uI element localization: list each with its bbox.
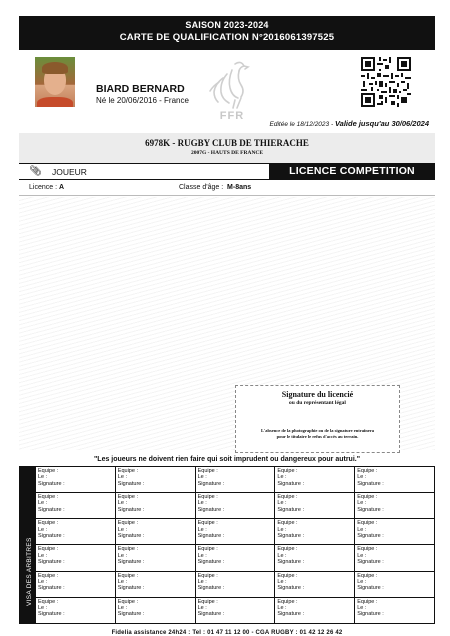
visa-cell [196, 545, 276, 571]
visa-cell-line: Le : [197, 474, 207, 481]
visa-cell-line: Signature : [117, 585, 145, 592]
visa-cell-line: Le : [117, 578, 127, 585]
licence-label: Licence : [29, 184, 58, 191]
card-number-title: CARTE DE QUALIFICATION N°2016061397525 [119, 32, 335, 43]
role-box [19, 163, 269, 180]
visa-cell [275, 572, 355, 598]
visa-cell-line: Equipe : [357, 598, 378, 605]
visa-cell [196, 598, 276, 624]
license-info-row [19, 180, 435, 196]
visa-cell-line: Signature : [357, 611, 384, 618]
qualification-card [19, 16, 435, 636]
visa-cell-line: Le : [38, 605, 48, 612]
visa-cell-line: Le : [197, 578, 207, 585]
visa-cell-line: Le : [277, 526, 287, 533]
visa-cell [116, 545, 196, 571]
visa-cell-line: Equipe : [357, 572, 378, 579]
safety-quote: "Les joueurs ne doivent rien faire qui soit imprudent ou dangereux pour autrui." [93, 456, 361, 463]
visa-cell-line: Equipe : [117, 494, 138, 501]
visa-cell-line: Le : [357, 500, 367, 507]
visa-cell-line: Le : [197, 500, 207, 507]
visa-cell-line: Equipe : [197, 546, 218, 553]
qr-code [361, 57, 411, 107]
visa-cell-line: Equipe : [38, 546, 59, 553]
signature-note [236, 406, 399, 439]
visa-cell [116, 598, 196, 624]
visa-cell-line: Equipe : [277, 520, 298, 527]
club-committee: 2007G - HAUTS DE FRANCE [190, 150, 264, 156]
license-bar [19, 163, 435, 180]
visa-cell-line: Signature : [357, 506, 384, 513]
visa-cell-line: Equipe : [277, 468, 298, 474]
visa-cell-line: Signature : [357, 480, 384, 487]
visa-cell-line: Equipe : [197, 468, 218, 474]
visa-cell-line: Le : [117, 526, 127, 533]
visa-cell-line: Le : [38, 578, 48, 585]
visa-cell-line: Equipe : [38, 572, 59, 579]
visa-cell [116, 493, 196, 519]
paperclip-icon: 📎︎ [29, 166, 42, 177]
visa-label: VISA DES ARBITRES [26, 537, 33, 606]
visa-cell [355, 572, 435, 598]
ffr-logo-text: FFR [219, 110, 245, 122]
visa-cell-line: Le : [38, 500, 48, 507]
visa-cell [36, 467, 116, 493]
visa-cell [116, 572, 196, 598]
visa-cell-line: Equipe : [38, 520, 59, 527]
visa-cell-line: Le : [117, 552, 127, 559]
visa-cell [355, 467, 435, 493]
visa-cell-line: Equipe : [197, 494, 218, 501]
visa-cell-line: Signature : [197, 611, 225, 618]
visa-cell-line: Signature : [38, 480, 65, 487]
visa-cell-line: Le : [197, 526, 207, 533]
club-band [19, 133, 435, 163]
season-title: SAISON 2023-2024 [185, 20, 269, 30]
visa-cell-line: Signature : [38, 532, 65, 539]
visa-cell-line: Le : [357, 474, 367, 481]
player-name: BIARD BERNARD [96, 83, 185, 95]
visa-cell-line: Signature : [197, 532, 225, 539]
visa-cell-line: Equipe : [38, 494, 59, 501]
visa-cell [196, 493, 276, 519]
visa-cell-line: Equipe : [197, 598, 218, 605]
visa-cell-line: Equipe : [357, 520, 378, 527]
visa-cell [355, 545, 435, 571]
signature-box [235, 385, 400, 453]
visa-cell-line: Le : [277, 474, 287, 481]
age-class-label: Classe d'âge : [179, 184, 224, 191]
edition-info [270, 119, 429, 128]
visa-cell-line: Signature : [117, 559, 145, 566]
visa-cell [275, 598, 355, 624]
visa-cell-line: Equipe : [277, 494, 298, 501]
visa-cell-line: Le : [117, 605, 127, 612]
visa-cell-line: Equipe : [117, 546, 138, 553]
visa-cell-line: Le : [38, 526, 48, 533]
licence-value: A [58, 184, 65, 191]
visa-cell-line: Le : [357, 578, 367, 585]
visa-cell [196, 572, 276, 598]
visa-cell-line: Equipe : [117, 520, 138, 527]
visa-cell [36, 598, 116, 624]
visa-cell-line: Le : [357, 526, 367, 533]
ffr-logo [201, 58, 263, 124]
visa-cell [355, 519, 435, 545]
visa-cell-line: Le : [357, 605, 367, 612]
visa-cell-line: Signature : [197, 585, 225, 592]
visa-cell-line: Equipe : [197, 572, 218, 579]
age-class-value: M-8ans [227, 184, 252, 191]
visa-cell [355, 493, 435, 519]
visa-cell-line: Le : [277, 552, 287, 559]
visa-cell-line: Signature : [197, 559, 225, 566]
visa-cell [275, 467, 355, 493]
visa-cell-line: Equipe : [197, 520, 218, 527]
visa-cell [36, 519, 116, 545]
visa-cell [355, 598, 435, 624]
visa-grid [35, 466, 435, 624]
visa-cell-line: Le : [38, 552, 48, 559]
visa-cell-line: Signature : [117, 506, 145, 513]
age-class-field [179, 184, 251, 191]
visa-cell [36, 545, 116, 571]
visa-cell-line: Signature : [357, 559, 384, 566]
visa-cell-line: Signature : [38, 506, 65, 513]
visa-cell-line: Le : [197, 605, 207, 612]
visa-cell-line: Equipe : [117, 598, 138, 605]
visa-cell-line: Le : [357, 552, 367, 559]
visa-cell-line: Signature : [197, 480, 225, 487]
validity-date: Valide jusqu'au 30/06/2024 [334, 119, 429, 128]
visa-cell-line: Le : [277, 578, 287, 585]
visa-cell-line: Signature : [117, 480, 145, 487]
visa-cell-line: Signature : [38, 611, 65, 618]
visa-cell-line: Signature : [277, 480, 304, 487]
visa-cell [275, 519, 355, 545]
visa-cell-line: Equipe : [117, 468, 138, 474]
signature-title: Signature du licencié [281, 390, 354, 399]
visa-cell-line: Equipe : [357, 468, 378, 474]
player-birth: Né le 20/06/2016 - France [96, 96, 189, 105]
visa-cell-line: Signature : [277, 559, 304, 566]
visa-cell-line: Signature : [117, 532, 145, 539]
visa-cell [275, 545, 355, 571]
visa-cell-line: Le : [117, 474, 127, 481]
visa-cell-line: Equipe : [277, 546, 298, 553]
visa-cell-line: Signature : [38, 559, 65, 566]
licence-field [29, 184, 64, 191]
visa-cell-line: Signature : [277, 506, 304, 513]
visa-cell-line: Signature : [197, 506, 225, 513]
visa-cell-line: Le : [117, 500, 127, 507]
club-name: 6978K - RUGBY CLUB DE THIERACHE [145, 138, 309, 148]
visa-cell-line: Signature : [277, 585, 304, 592]
visa-cell [116, 519, 196, 545]
role-label: JOUEUR [52, 167, 87, 177]
edition-date: Editée le 18/12/2023 - [269, 121, 335, 128]
player-photo [35, 57, 75, 107]
visa-cell [196, 519, 276, 545]
referee-visa-section [19, 466, 435, 624]
visa-cell-line: Le : [197, 552, 207, 559]
visa-cell-line: Signature : [117, 611, 145, 618]
assistance-footer: Fidelia assistance 24h24 : Tel : 01 47 11 12 00 - CGA RUGBY : 01 42 12 26 42 [111, 630, 343, 636]
visa-cell-line: Signature : [357, 585, 384, 592]
visa-cell-line: Le : [277, 605, 287, 612]
visa-cell-line: Le : [277, 500, 287, 507]
rooster-icon [201, 58, 263, 110]
visa-cell-line: Signature : [357, 532, 384, 539]
visa-cell-line: Signature : [277, 532, 304, 539]
visa-cell [36, 572, 116, 598]
visa-cell-line: Equipe : [277, 598, 298, 605]
visa-cell-line: Equipe : [38, 598, 59, 605]
visa-cell-line: Equipe : [117, 572, 138, 579]
visa-cell [116, 467, 196, 493]
visa-cell [36, 493, 116, 519]
visa-cell-line: Equipe : [277, 572, 298, 579]
visa-label-band [19, 466, 35, 624]
license-type: LICENCE COMPETITION [269, 163, 435, 180]
visa-cell-line: Signature : [277, 611, 304, 618]
visa-cell-line: Signature : [38, 585, 65, 592]
visa-cell [275, 493, 355, 519]
visa-cell-line: Equipe : [357, 494, 378, 501]
identity-zone [19, 50, 435, 130]
signature-note-line2: pour le titulaire le refus d'accès au terrain. [276, 433, 359, 439]
card-header [19, 16, 435, 50]
signature-subtitle: ou du représentant légal [289, 400, 346, 406]
visa-cell-line: Equipe : [357, 546, 378, 553]
visa-cell [196, 467, 276, 493]
visa-cell-line: Le : [38, 474, 48, 481]
signature-note-line1: L'absence de la photographie ou de la signature entraînera [261, 428, 374, 433]
visa-cell-line: Equipe : [38, 468, 59, 474]
